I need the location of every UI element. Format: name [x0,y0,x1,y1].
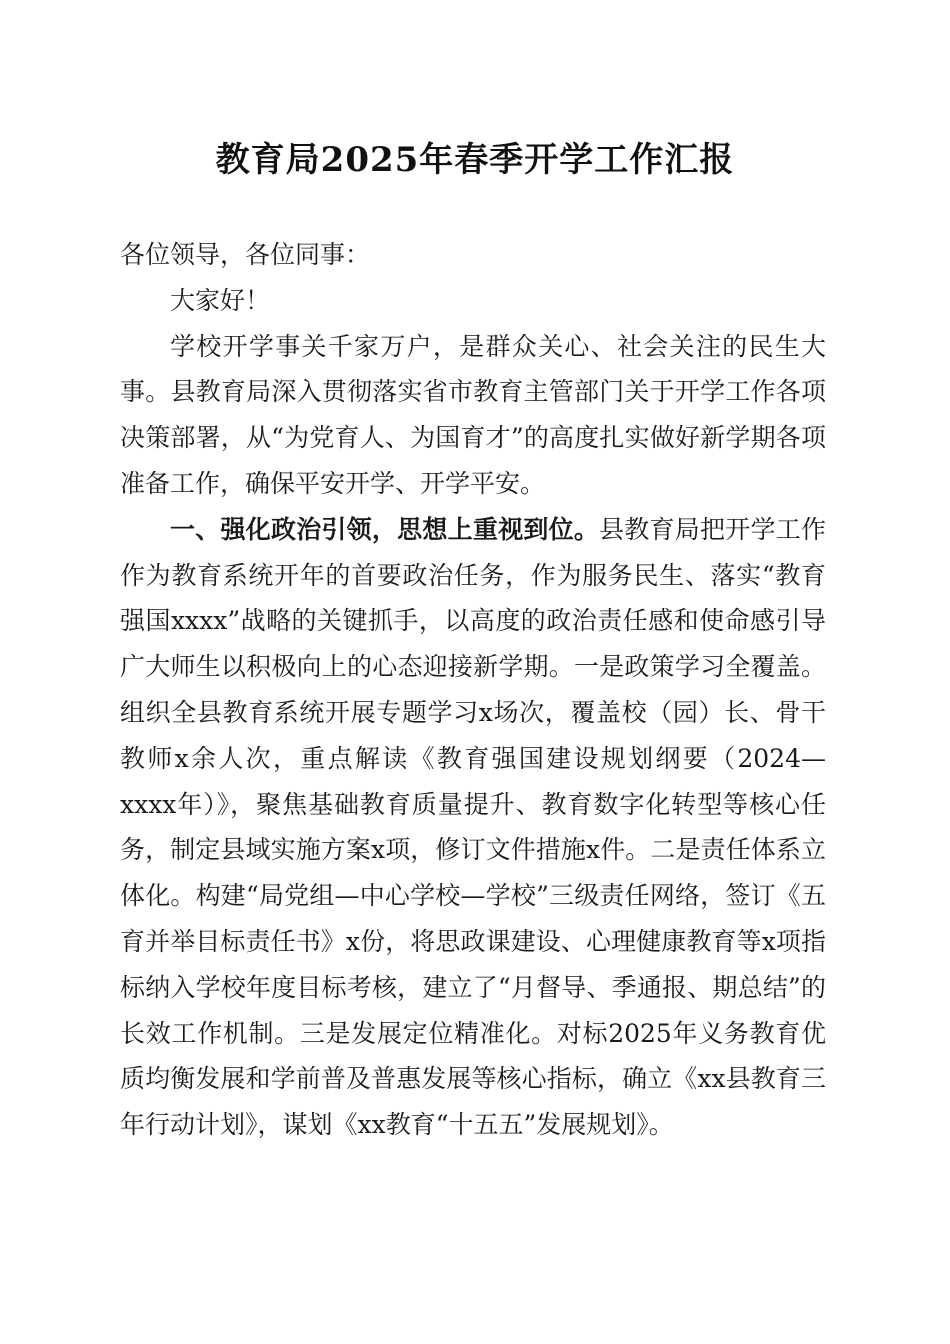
section-1-heading: 一、强化政治引领，思想上重视到位。 [170,514,600,544]
document-body [120,232,826,1148]
section-1-body: 县教育局把开学工作作为教育系统开年的首要政治任务，作为服务民生、落实“教育强国xxxx”战略的关键抓手，以高度的政治责任感和使命感引导广大师生以积极向上的心态迎接新学期。一是政策学习全覆盖。组织全县教育系统开展专题学习x场次，覆盖校（园）长、骨干教师x余人次，重点解读《教育强国建设规划纲要（2024—xxxx年）》，聚焦基础教育质量提升、教育数字化转型等核心任务，制定县域实施方案x项，修订文件措施x件。二是责任体系立体化。构建“局党组—中心学校—学校”三级责任网络，签订《五育并举目标责任书》x份，将思政课建设、心理健康教育等x项指标纳入学校年度目标考核，建立了“月督导、季通报、期总结”的长效工作机制。三是发展定位精准化。对标2025年义务教育优质均衡发展和学前普及普惠发展等核心指标，确立《xx县教育三年行动计划》，谋划《xx教育“十五五”发展规划》。 [120,514,826,1140]
section-1-paragraph [120,507,826,1148]
intro-paragraph: 学校开学事关千家万户，是群众关心、社会关注的民生大事。县教育局深入贯彻落实省市教育主管部门关于开学工作各项决策部署，从“为党育人、为国育才”的高度扎实做好新学期各项准备工作，确保平安开学、开学平安。 [120,331,826,498]
greeting: 大家好！ [170,285,271,315]
document-title: 教育局2025年春季开学工作汇报 [215,140,735,180]
salutation: 各位领导，各位同事： [120,240,371,269]
